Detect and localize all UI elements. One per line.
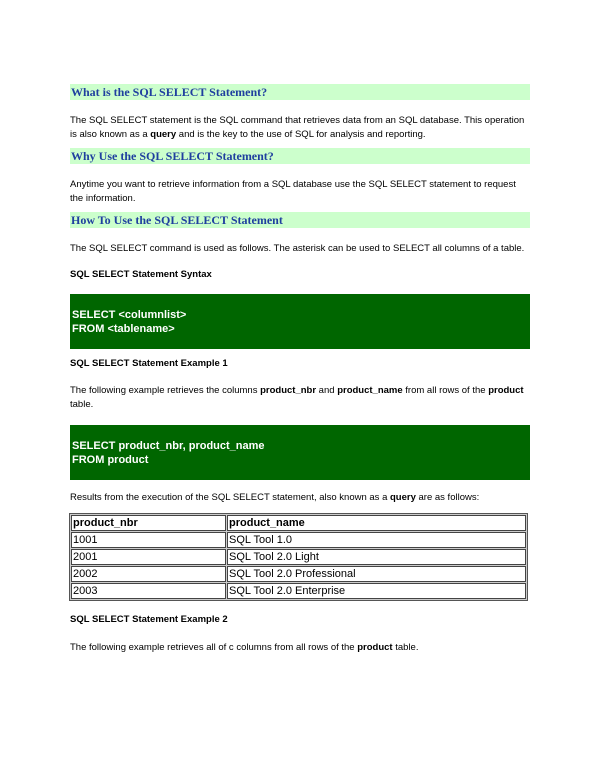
table-header-row xyxy=(71,515,526,531)
heading-what-is-select: What is the SQL SELECT Statement? xyxy=(70,84,530,100)
code-line: FROM product xyxy=(72,454,149,466)
table-cell: SQL Tool 2.0 Enterprise xyxy=(227,583,526,599)
paragraph-why-use-select: Anytime you want to retrieve information from a SQL database use the SQL SELECT statement to request the information. xyxy=(70,179,516,204)
heading-how-to-use-select: How To Use the SQL SELECT Statement xyxy=(70,212,530,228)
document-page xyxy=(70,84,530,655)
text: and xyxy=(316,385,338,396)
text: Results from the execution of the SQL SELECT statement, also known as a xyxy=(70,492,390,503)
code-block-syntax xyxy=(70,294,530,349)
column-header: product_nbr xyxy=(71,515,226,531)
text: are as follows: xyxy=(415,492,480,503)
column-header: product_name xyxy=(227,515,526,531)
subheading-example-1: SQL SELECT Statement Example 1 xyxy=(70,358,228,369)
code-line: FROM <tablename> xyxy=(72,323,175,335)
table-row xyxy=(71,566,526,582)
code-line: SELECT <columnlist> xyxy=(72,309,187,321)
table-row xyxy=(71,532,526,548)
text: table. xyxy=(70,399,94,410)
paragraph-how-to-use-select: The SQL SELECT command is used as follows. The asterisk can be used to SELECT all columns of a table. xyxy=(70,243,525,254)
bold-term: product xyxy=(488,385,524,396)
table-cell: 2001 xyxy=(71,549,226,565)
text: The following example retrieves all of c columns from all rows of the xyxy=(70,642,358,653)
bold-term-product: product xyxy=(357,642,393,653)
table-row xyxy=(71,583,526,599)
code-line: SELECT product_nbr, product_name xyxy=(72,440,265,452)
paragraph-example-2 xyxy=(70,641,530,655)
heading-why-use-select: Why Use the SQL SELECT Statement? xyxy=(70,148,530,164)
bold-term: product_nbr xyxy=(260,385,317,396)
paragraph-example-1 xyxy=(70,384,530,412)
text: The SQL SELECT statement is the SQL command that retrieves data from an SQL database. This operation is also known as a xyxy=(70,115,525,140)
text: and is the key to the use of SQL for analysis and reporting. xyxy=(176,129,426,140)
bold-term-query: query xyxy=(150,129,177,140)
table-cell: SQL Tool 2.0 Professional xyxy=(227,566,526,582)
table-cell: 1001 xyxy=(71,532,226,548)
text: table. xyxy=(392,642,419,653)
results-table xyxy=(69,513,528,601)
table-cell: 2003 xyxy=(71,583,226,599)
subheading-syntax: SQL SELECT Statement Syntax xyxy=(70,269,212,280)
text: from all rows of the xyxy=(402,385,489,396)
text: The following example retrieves the columns xyxy=(70,385,261,396)
bold-term-query: query xyxy=(390,492,416,503)
code-block-example-1 xyxy=(70,425,530,480)
bold-term: product_name xyxy=(337,385,403,396)
paragraph-what-is-select xyxy=(70,114,530,142)
table-cell: SQL Tool 2.0 Light xyxy=(227,549,526,565)
paragraph-results xyxy=(70,491,530,505)
subheading-example-2: SQL SELECT Statement Example 2 xyxy=(70,614,228,625)
table-cell: 2002 xyxy=(71,566,226,582)
table-row xyxy=(71,549,526,565)
table-cell: SQL Tool 1.0 xyxy=(227,532,526,548)
